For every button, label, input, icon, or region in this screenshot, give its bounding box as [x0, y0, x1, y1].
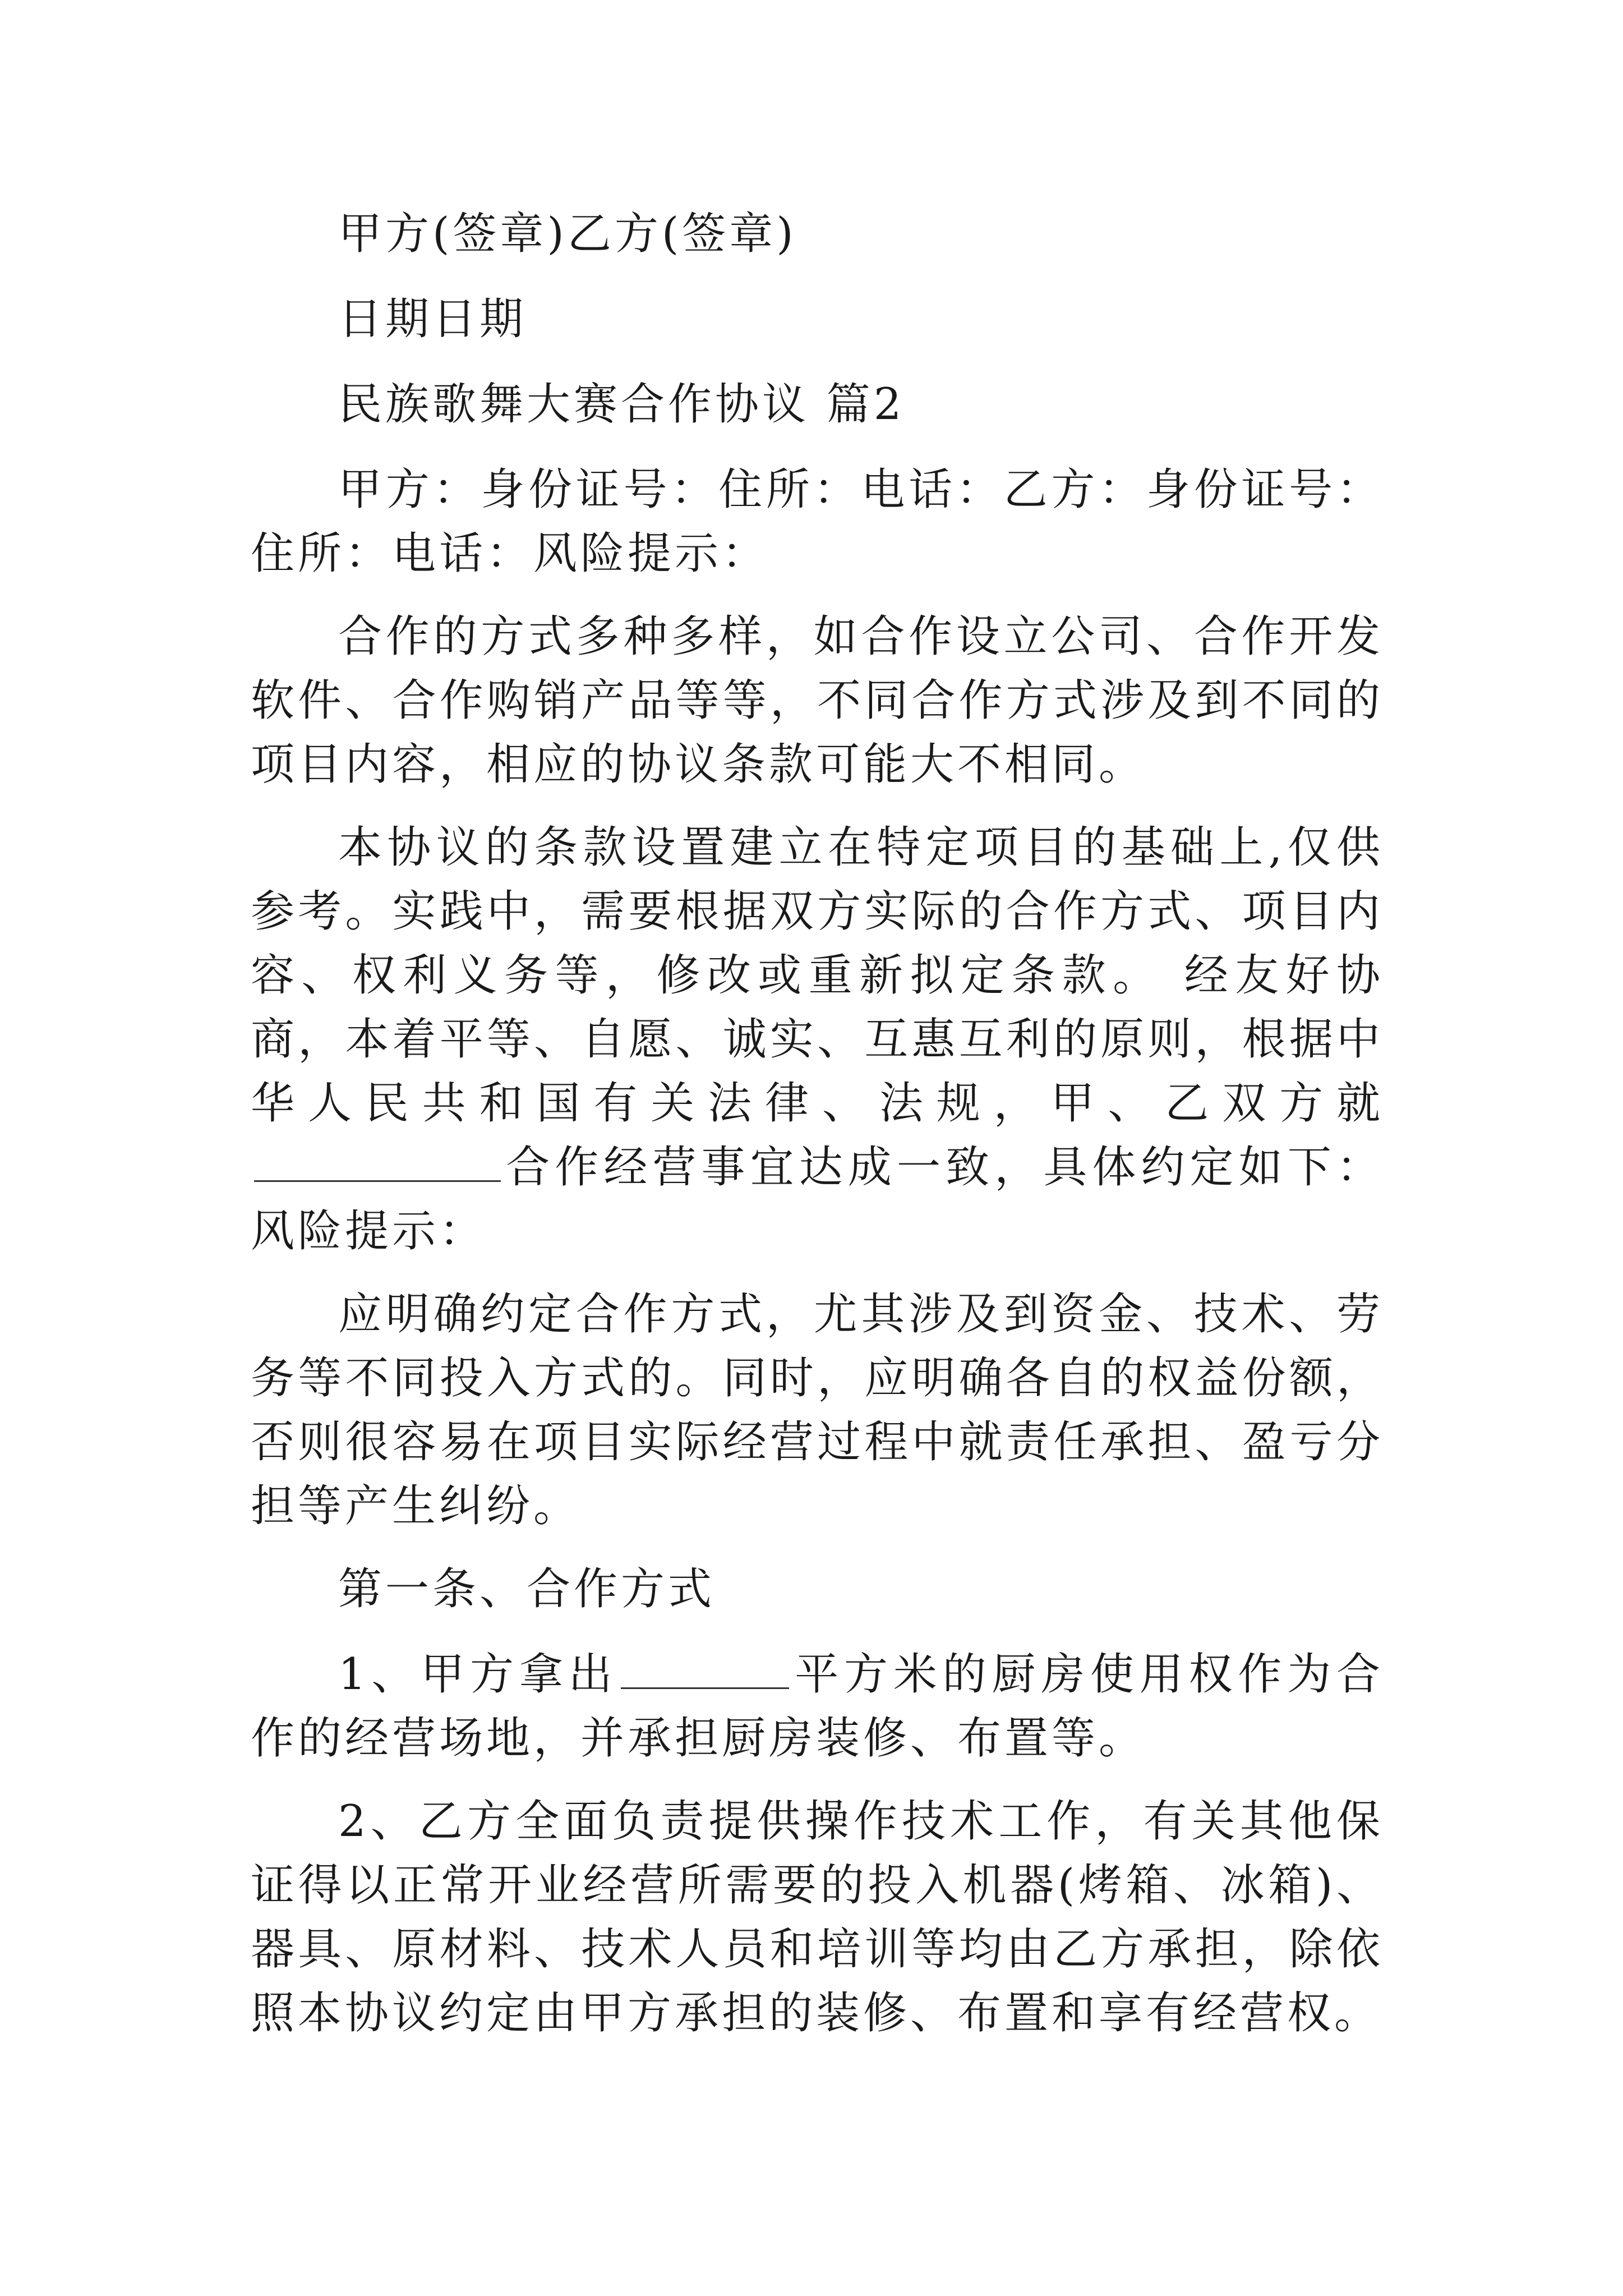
- paragraph-clarify: 应明确约定合作方式，尤其涉及到资金、技术、劳务等不同投入方式的。同时，应明确各自的权益份额，否则很容易在项目实际经营过程中就责任承担、盈亏分担等产生纠纷。: [251, 1289, 1384, 1531]
- clause-2: 2、乙方全面负责提供操作技术工作，有关其他保证得以正常开业经营所需要的投入机器(烤箱、冰箱)、器具、原材料、技术人员和培训等均由乙方承担，除依照本协议约定由甲方承担的装修、布置和享有经营权。: [251, 1796, 1384, 2039]
- paragraph-cooperation-forms: 合作的方式多种多样，如合作设立公司、合作开发软件、合作购销产品等等，不同合作方式涉及到不同的项目内容，相应的协议条款可能大不相同。: [251, 611, 1384, 790]
- document-body: [251, 202, 1384, 2064]
- date-line: 日期日期: [338, 294, 527, 344]
- paragraph-reference: [251, 816, 1384, 1263]
- project-name-blank: [254, 1138, 501, 1182]
- article-1-title: 第一条、合作方式: [338, 1564, 716, 1614]
- clause-1-tail: 平方米的厨房使用权作为合作的经营场地，并承担厨房装修、布置等。: [251, 1649, 1384, 1764]
- paragraph-reference-text: 本协议的条款设置建立在特定项目的基础上,仅供参考。实践中，需要根据双方实际的合作方式、项目内容、权利义务等，修改或重新拟定条款。 经友好协商，本着平等、自愿、诚实、互惠互利的原则，根据中华人民共和国有关法律、法规，甲、乙双方就: [251, 822, 1384, 1129]
- clause-1-head: 1、甲方拿出: [338, 1649, 618, 1700]
- paragraph-reference-tail: 合作经营事宜达成一致，具体约定如下：风险提示：: [251, 1142, 1384, 1257]
- signature-line: 甲方(签章)乙方(签章): [338, 209, 797, 259]
- clause-1: [251, 1642, 1384, 1770]
- parties-line: 甲方：身份证号：住所：电话：乙方：身份证号：住所：电话：风险提示：: [251, 464, 1384, 579]
- area-blank: [621, 1645, 789, 1689]
- section-title: 民族歌舞大赛合作协议 篇2: [338, 379, 905, 430]
